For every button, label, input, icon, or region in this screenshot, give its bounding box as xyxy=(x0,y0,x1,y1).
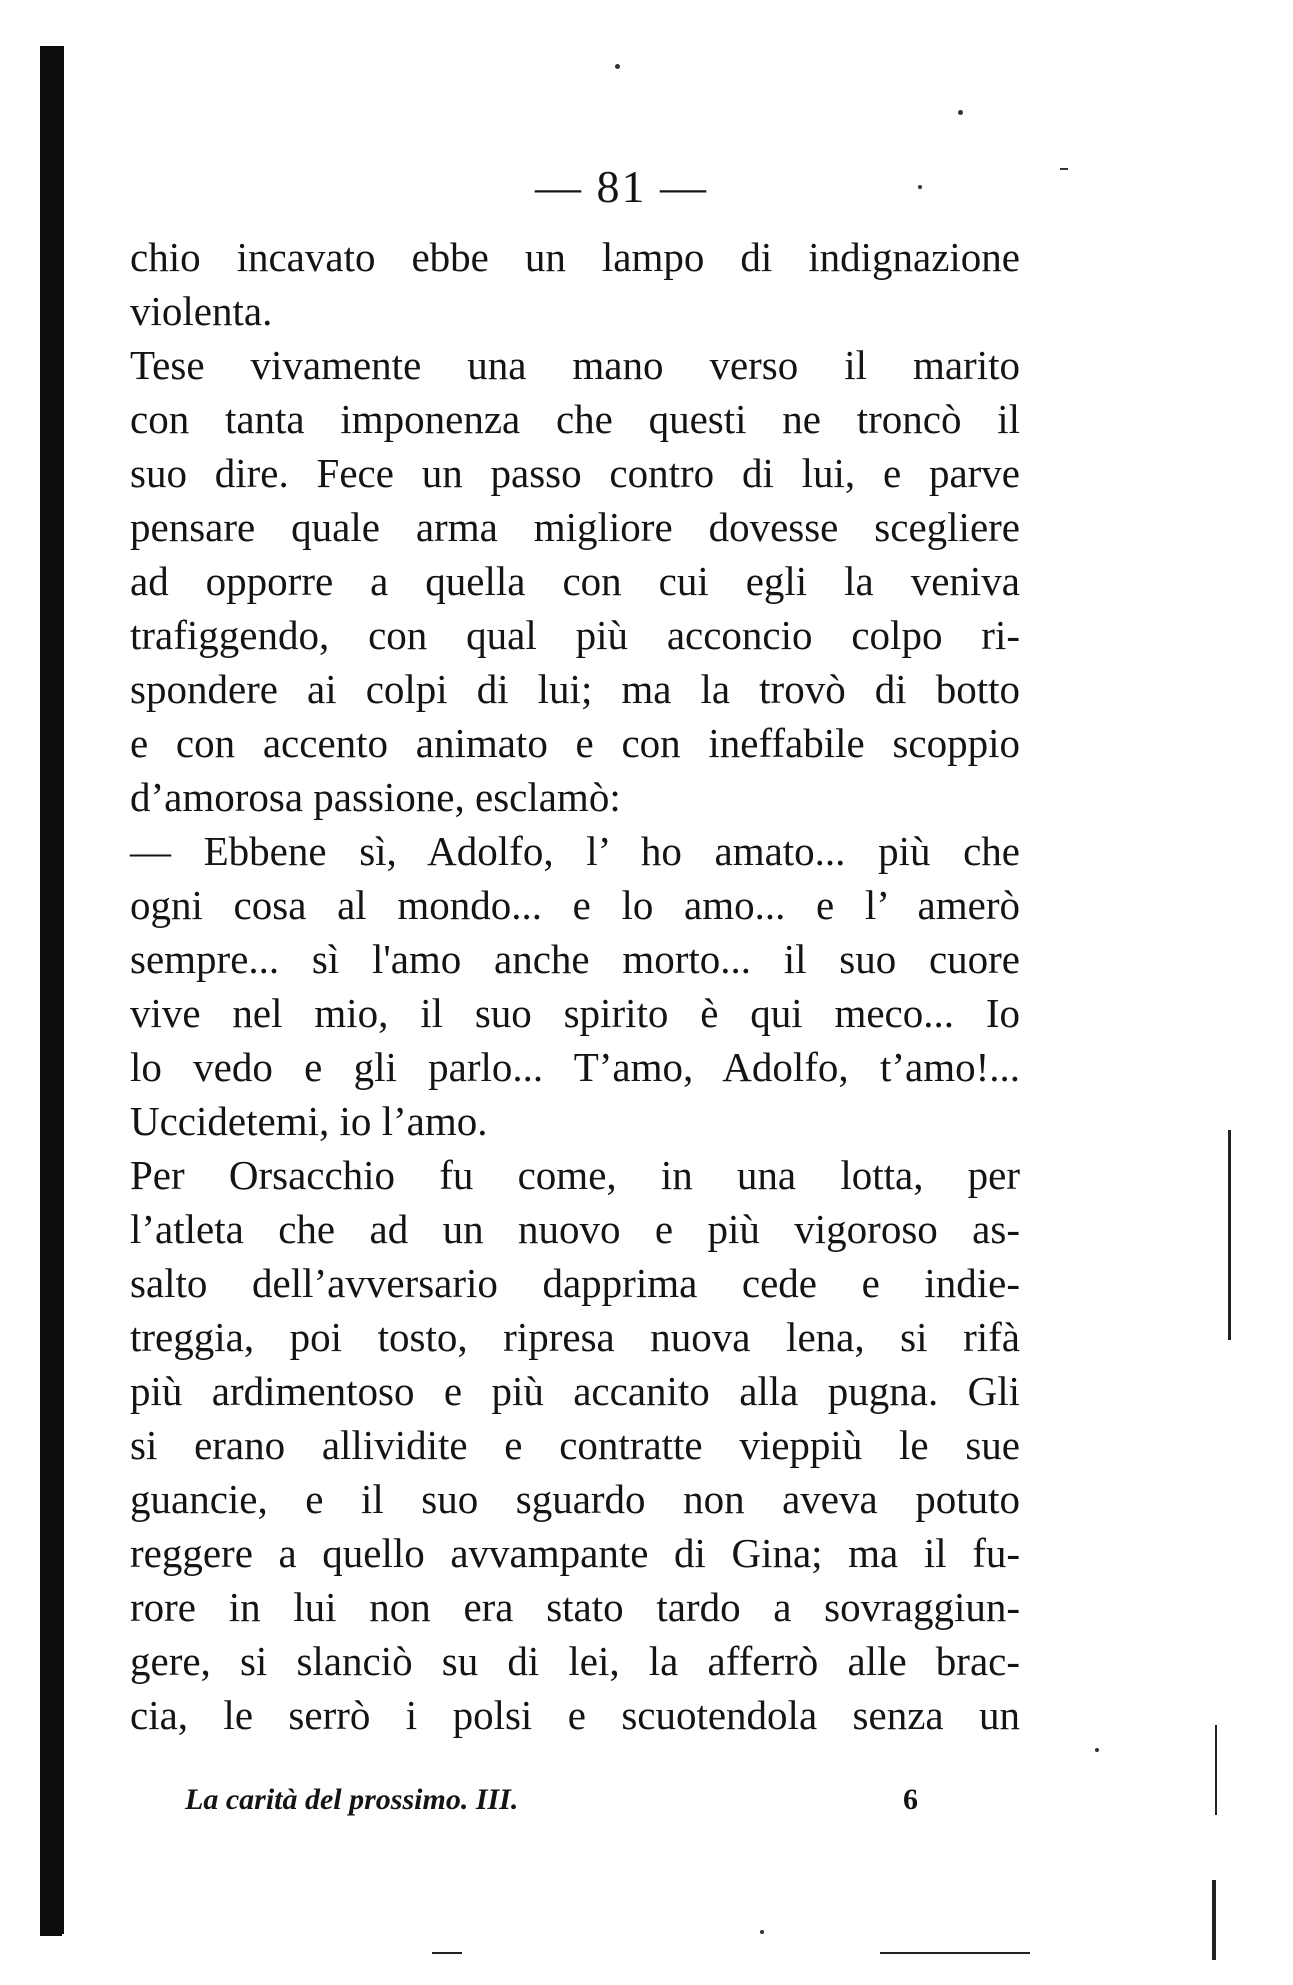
text-line: trafiggendo, con qual più acconcio colpo ri- xyxy=(130,612,1020,658)
text-line: più ardimentoso e più accanito alla pugna. Gli xyxy=(130,1368,1020,1414)
text-line: violenta. xyxy=(130,288,273,334)
signature-mark: 6 xyxy=(903,1783,918,1816)
scan-speck xyxy=(760,1930,764,1934)
text-line: con tanta imponenza che questi ne troncò il xyxy=(130,396,1020,442)
text-line: gere, si slanciò su di lei, la afferrò alle brac- xyxy=(130,1638,1020,1684)
scan-speck xyxy=(958,110,963,115)
page-footer xyxy=(185,1775,965,1825)
text-line: vive nel mio, il suo spirito è qui meco... Io xyxy=(130,990,1020,1036)
scan-speck xyxy=(1095,1748,1099,1752)
text-line: chio incavato ebbe un lampo di indignazione xyxy=(130,234,1020,280)
scan-bottom-mark xyxy=(432,1952,462,1954)
text-line: Uccidetemi, io l’amo. xyxy=(130,1098,488,1144)
text-line: reggere a quello avvampante di Gina; ma il fu- xyxy=(130,1530,1020,1576)
text-line: pensare quale arma migliore dovesse scegliere xyxy=(130,504,1020,550)
text-line: ad opporre a quella con cui egli la veniva xyxy=(130,558,1020,604)
scan-vertical-mark xyxy=(1215,1725,1217,1815)
text-line: e con accento animato e con ineffabile scoppio xyxy=(130,720,1020,766)
text-line: spondere ai colpi di lui; ma la trovò di botto xyxy=(130,666,1020,712)
scan-bottom-mark xyxy=(880,1952,1030,1954)
page-body xyxy=(130,230,1020,1742)
text-line: suo dire. Fece un passo contro di lui, e parve xyxy=(130,450,1020,496)
text-line: ogni cosa al mondo... e lo amo... e l’ amerò xyxy=(130,882,1020,928)
text-line: Tese vivamente una mano verso il marito xyxy=(130,342,1020,388)
scan-vertical-mark xyxy=(1212,1880,1216,1960)
page-number: — 81 — xyxy=(535,161,708,212)
text-line: treggia, poi tosto, ripresa nuova lena, si rifà xyxy=(130,1314,1020,1360)
text-line: si erano allividite e contratte vieppiù le sue xyxy=(130,1422,1020,1468)
text-line: sempre... sì l'amo anche morto... il suo cuore xyxy=(130,936,1020,982)
text-line: guancie, e il suo sguardo non aveva potuto xyxy=(130,1476,1020,1522)
text-line: salto dell’avversario dapprima cede e indie- xyxy=(130,1260,1020,1306)
book-spine-shadow xyxy=(40,46,64,1934)
running-title: La carità del prossimo. III. xyxy=(185,1783,519,1816)
text-line: d’amorosa passione, esclamò: xyxy=(130,774,621,820)
text-line: cia, le serrò i polsi e scuotendola senza un xyxy=(130,1692,1020,1738)
text-line: lo vedo e gli parlo... T’amo, Adolfo, t’amo!... xyxy=(130,1044,1020,1090)
text-line: rore in lui non era stato tardo a sovraggiun- xyxy=(130,1584,1020,1630)
text-line: l’atleta che ad un nuovo e più vigoroso as- xyxy=(130,1206,1020,1252)
text-line: — Ebbene sì, Adolfo, l’ ho amato... più che xyxy=(130,828,1020,874)
spine-foot xyxy=(40,1928,62,1936)
scan-vertical-mark xyxy=(1228,1130,1231,1340)
text-line: Per Orsacchio fu come, in una lotta, per xyxy=(130,1152,1020,1198)
scan-speck xyxy=(615,64,620,69)
